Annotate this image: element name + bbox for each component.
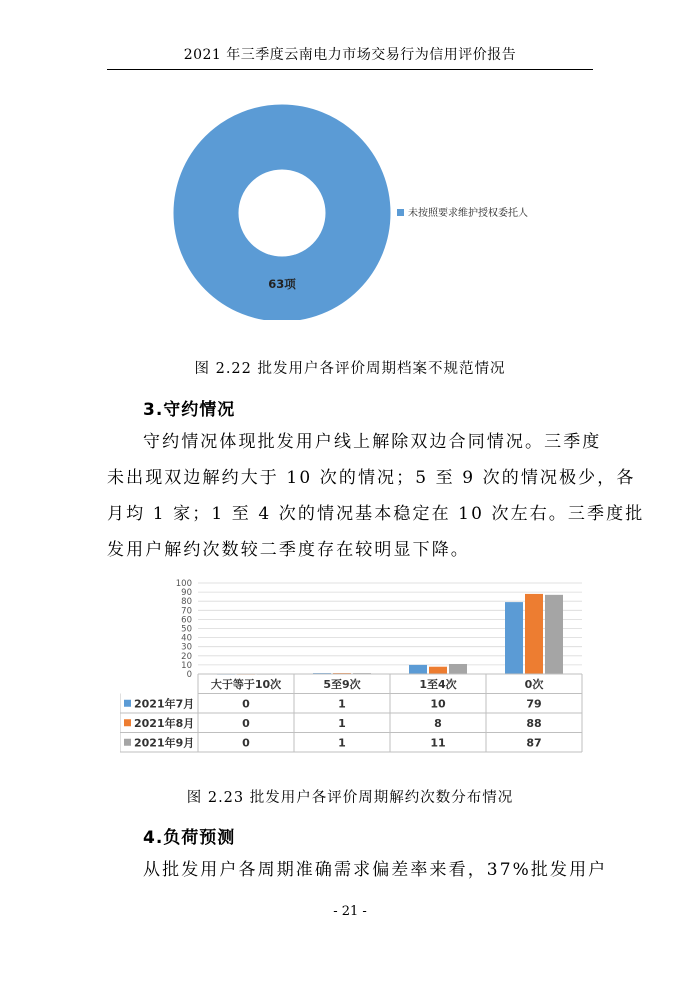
y-tick-label: 60	[181, 615, 192, 626]
section-heading-3: 3.守约情况	[143, 400, 236, 420]
series-label: 2021年9月	[134, 736, 195, 750]
page-number: - 21 -	[333, 904, 367, 919]
y-tick-label: 20	[181, 651, 192, 662]
table-value: 8	[434, 716, 442, 730]
paragraph-line: 发用户解约次数较二季度存在较明显下降。	[107, 540, 470, 560]
y-tick-label: 40	[181, 633, 192, 644]
header-rule	[107, 69, 593, 70]
bar	[429, 667, 447, 674]
y-tick-label: 10	[181, 660, 192, 671]
bar	[545, 595, 563, 674]
donut-ring-slice	[206, 137, 358, 289]
y-tick-label: 80	[181, 597, 192, 608]
bar	[525, 594, 543, 674]
category-label: 1至4次	[419, 677, 457, 691]
paragraph-line: 未出现双边解约大于 10 次的情况；5 至 9 次的情况极少，各	[107, 468, 636, 488]
bar	[505, 602, 523, 674]
table-value: 10	[430, 697, 446, 711]
y-tick-label: 0	[186, 670, 192, 680]
y-tick-label: 50	[181, 624, 192, 635]
table-value: 0	[242, 716, 250, 730]
paragraph-line: 月均 1 家；1 至 4 次的情况基本稳定在 10 次左右。三季度批	[107, 504, 645, 524]
table-value: 79	[526, 697, 542, 711]
y-tick-label: 90	[181, 588, 192, 599]
table-value: 11	[430, 736, 446, 750]
category-label: 5至9次	[323, 677, 361, 691]
series-label: 2021年7月	[134, 697, 195, 711]
category-label: 0次	[524, 677, 544, 691]
y-tick-label: 70	[181, 606, 192, 617]
y-tick-label: 100	[175, 579, 192, 589]
table-value: 1	[338, 716, 346, 730]
donut-data-label: 63项	[268, 277, 296, 291]
figure-caption-2-23: 图 2.23 批发用户各评价周期解约次数分布情况	[186, 790, 514, 806]
table-value: 1	[338, 736, 346, 750]
category-label: 大于等于10次	[210, 677, 282, 691]
series-label: 2021年8月	[134, 716, 195, 730]
donut-legend-marker	[397, 209, 404, 216]
running-header: 2021 年三季度云南电力市场交易行为信用评价报告	[183, 47, 517, 63]
legend-marker	[124, 719, 131, 726]
section3-paragraph	[107, 424, 645, 568]
bar	[449, 664, 467, 674]
table-value: 88	[526, 716, 542, 730]
table-value: 1	[338, 697, 346, 711]
legend-marker	[124, 739, 131, 746]
y-tick-label: 30	[181, 642, 192, 653]
table-value: 0	[242, 736, 250, 750]
donut-chart	[150, 95, 570, 320]
figure-caption-2-22: 图 2.22 批发用户各评价周期档案不规范情况	[194, 361, 506, 377]
bar	[409, 665, 427, 674]
section4-paragraph	[107, 852, 608, 888]
table-value: 0	[242, 697, 250, 711]
legend-marker	[124, 700, 131, 707]
paragraph-line: 从批发用户各周期准确需求偏差率来看，37%批发用户	[143, 860, 608, 880]
donut-legend-label: 未按照要求维护授权委托人	[408, 208, 528, 219]
section-heading-4: 4.负荷预测	[143, 828, 236, 848]
table-value: 87	[526, 736, 542, 750]
paragraph-line: 守约情况体现批发用户线上解除双边合同情况。三季度	[143, 432, 602, 452]
bar-chart	[120, 575, 600, 760]
